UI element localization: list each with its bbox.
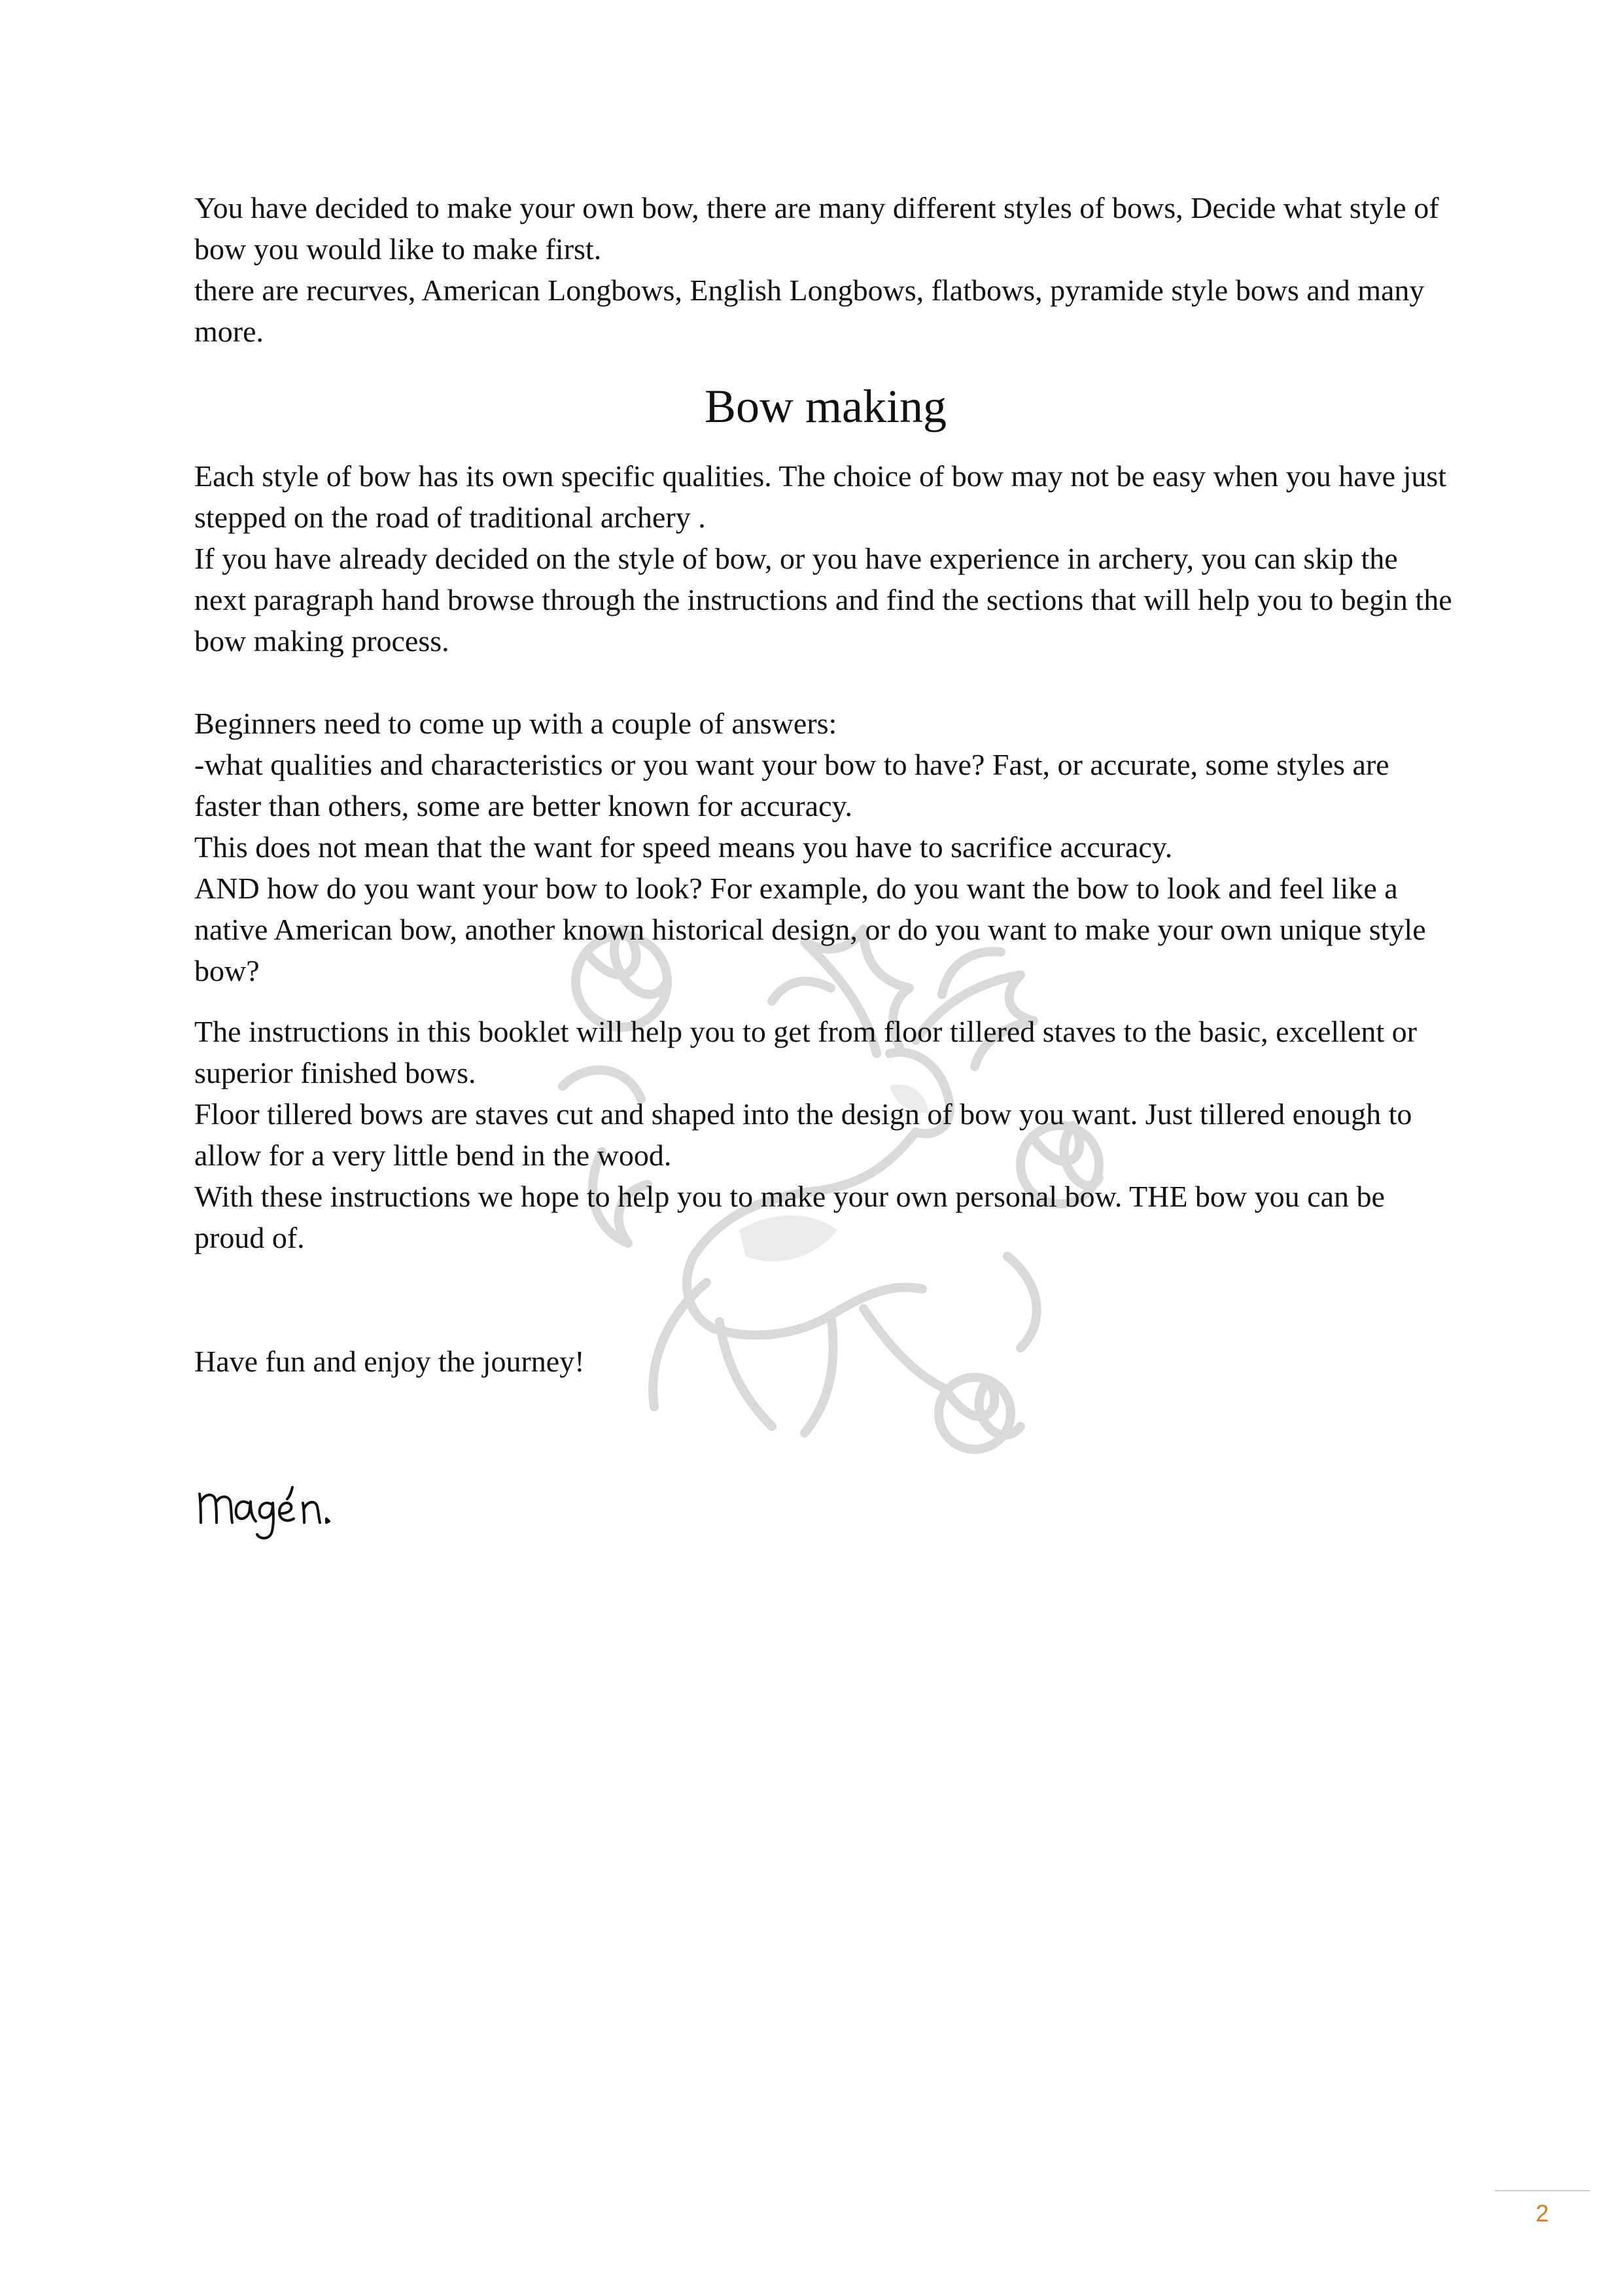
footer-divider [1495, 2190, 1590, 2191]
styles-paragraph-1: Each style of bow has its own specific qualities. The choice of bow may not be easy when you have just stepped on the road of traditional archery . [194, 459, 1447, 534]
instructions-paragraph-1: The instructions in this booklet will help you to get from floor tillered staves to the basic, excellent or superior finished bows. [194, 1015, 1417, 1089]
intro-paragraph-1: You have decided to make your own bow, there are many different styles of bows, Decide what style of bow you would like to make first. [194, 191, 1439, 266]
beginners-paragraph-2: -what qualities and characteristics or you want your bow to have? Fast, or accurate, some styles are faster than others, some are better known for accuracy. [194, 748, 1389, 822]
beginners-paragraph-4: AND how do you want your bow to look? For example, do you want the bow to look and feel like a native American bow, another known historical design, or do you want to make your own unique style bow? [194, 872, 1426, 987]
blank-line [194, 1258, 1457, 1299]
closing-line: Have fun and enjoy the journey! [194, 1345, 585, 1378]
instructions-paragraph-2: Floor tillered bows are staves cut and shaped into the design of bow you want. Just tillered enough to allow for a very little bend in the wood. [194, 1097, 1412, 1172]
page-number: 2 [1535, 2200, 1549, 2227]
beginners-paragraph-3: This does not mean that the want for speed means you have to sacrifice accuracy. [194, 830, 1173, 864]
handwritten-signature-icon [194, 1462, 338, 1541]
beginners-paragraph-1: Beginners need to come up with a couple of answers: [194, 707, 837, 740]
blank-line [194, 662, 1457, 703]
paragraph-spacer [194, 991, 1457, 1011]
blank-line [194, 1299, 1457, 1341]
intro-paragraph-2: there are recurves, American Longbows, English Longbows, flatbows, pyramide style bows and many more. [194, 274, 1425, 348]
page-heading: Bow making [705, 380, 947, 433]
document-body [194, 187, 1457, 1382]
instructions-paragraph-3: With these instructions we hope to help you to make your own personal bow. THE bow you can be proud of. [194, 1180, 1385, 1254]
styles-paragraph-2: If you have already decided on the style of bow, or you have experience in archery, you can skip the next paragraph hand browse through the instructions and find the sections that will help you to begin the bow making process. [194, 542, 1452, 658]
